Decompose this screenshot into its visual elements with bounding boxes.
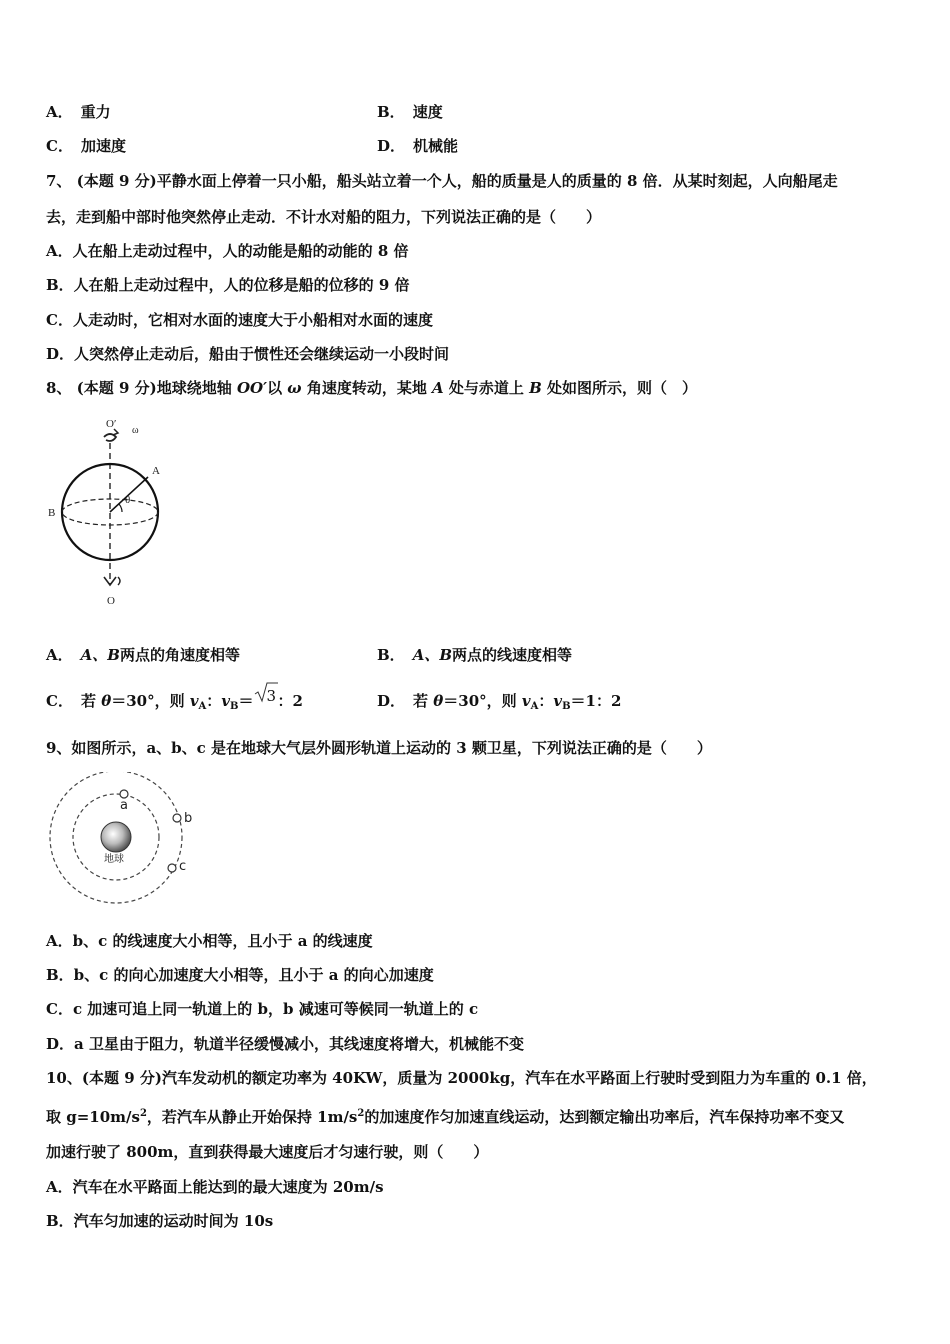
q7-option-c: C．人走动时，它相对水面的速度大于小船相对水面的速度 bbox=[46, 311, 433, 329]
q7-option-a: A．人在船上走动过程中，人的动能是船的动能的 8 倍 bbox=[46, 242, 409, 260]
bottom-rotation-icon bbox=[118, 577, 120, 585]
q10-option-a: A．汽车在水平路面上能达到的最大速度为 20m/s bbox=[46, 1178, 384, 1196]
q10-stem-line1: 10、(本题 9 分)汽车发动机的额定功率为 40KW，质量为 2000kg，汽车在水平路面上行驶时受到阻力为车重的 0.1 倍， bbox=[46, 1069, 877, 1087]
label-sat-b: b bbox=[184, 811, 193, 826]
q6-option-c: C． 加速度 bbox=[46, 137, 126, 155]
earth-rotation-figure bbox=[44, 415, 184, 610]
q6-option-d: D． 机械能 bbox=[377, 137, 459, 155]
q9-stem: 9、如图所示，a、b、c 是在地球大气层外圆形轨道上运动的 3 颗卫星，下列说法正确的是（ ） bbox=[46, 739, 712, 757]
satellite-orbits-figure bbox=[44, 772, 204, 912]
q6-option-a: A． 重力 bbox=[46, 103, 111, 121]
q9-option-c: C．c 加速可追上同一轨道上的 b，b 减速可等候同一轨道上的 c bbox=[46, 1000, 479, 1018]
q10-stem-line2: 取 $g=10m/s^2$，若汽车从静止开始保持 $1m/s^2$的加速度作匀加速直线运动，达到额定输出功率后，汽车保持功率不变又 bbox=[46, 1108, 845, 1126]
theta-arc bbox=[119, 504, 122, 512]
label-sat-a: a bbox=[120, 798, 128, 813]
q8-option-a: A． A、B两点的角速度相等 bbox=[46, 646, 240, 664]
q7-stem-line2: 去，走到船中部时他突然停止走动．不计水对船的阻力，下列说法正确的是（ ） bbox=[46, 208, 602, 226]
radius-to-a bbox=[110, 477, 148, 512]
q9-option-d: D．a 卫星由于阻力，轨道半径缓慢减小，其线速度将增大，机械能不变 bbox=[46, 1035, 524, 1053]
earth-ball bbox=[101, 822, 131, 852]
label-earth: 地球 bbox=[104, 854, 124, 865]
label-theta: θ bbox=[125, 494, 131, 506]
q7-stem-line1: 7、 (本题 9 分)平静水面上停着一只小船，船头站立着一个人，船的质量是人的质量的 8 倍．从某时刻起，人向船尾走 bbox=[46, 172, 838, 190]
satellite-b bbox=[173, 814, 181, 822]
label-o: O bbox=[107, 595, 115, 607]
q10-stem-line3: 加速行驶了 800m，直到获得最大速度后才匀速行驶，则（ ） bbox=[46, 1143, 489, 1161]
q9-option-a: A．b、c 的线速度大小相等，且小于 a 的线速度 bbox=[46, 932, 373, 950]
q8-option-b: B． A、B两点的线速度相等 bbox=[377, 646, 573, 664]
label-omega: ω bbox=[132, 425, 139, 436]
q7-option-b: B．人在船上走动过程中，人的位移是船的位移的 9 倍 bbox=[46, 276, 410, 294]
label-a: A bbox=[152, 465, 160, 477]
q8-option-c: C． 若 θ＝30°，则 $v_A$：$v_B=$ 3 ：2 bbox=[46, 688, 303, 720]
q7-option-d: D．人突然停止走动后，船由于惯性还会继续运动一小段时间 bbox=[46, 345, 450, 363]
label-o-prime: O′ bbox=[106, 418, 117, 430]
q8-stem: 8、 (本题 9 分)地球绕地轴 OO′以 ω 角速度转动，某地 A 处与赤道上 B 处如图所示，则（ ） bbox=[46, 379, 698, 397]
q9-option-b: B．b、c 的向心加速度大小相等，且小于 a 的向心加速度 bbox=[46, 966, 434, 984]
satellite-c bbox=[168, 864, 176, 872]
q10-option-b: B．汽车匀加速的运动时间为 10s bbox=[46, 1212, 274, 1230]
label-sat-c: c bbox=[179, 859, 187, 874]
label-b: B bbox=[48, 507, 56, 519]
q8-option-d: D． 若 θ＝30°，则 $v_A$：$v_B=1$：2 bbox=[377, 692, 622, 712]
satellite-a bbox=[120, 790, 128, 798]
q6-option-b: B． 速度 bbox=[377, 103, 443, 121]
sqrt-symbol: 3 bbox=[254, 692, 278, 712]
